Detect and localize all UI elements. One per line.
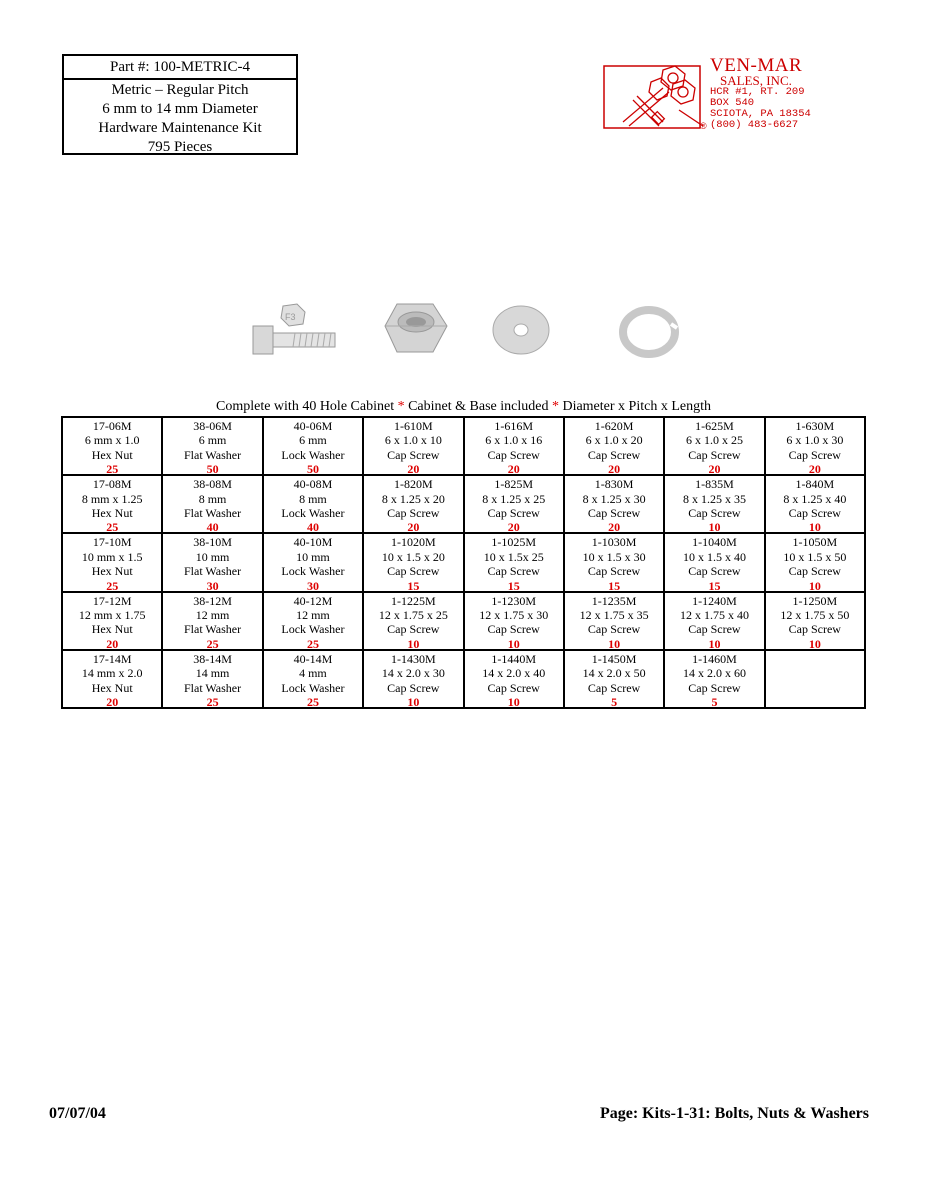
part-cell	[766, 593, 864, 649]
part-type: Flat Washer	[183, 447, 242, 462]
part-type: Hex Nut	[91, 680, 133, 695]
part-cell	[565, 651, 663, 707]
part-quantity: 20	[106, 695, 119, 707]
part-type: Hex Nut	[91, 622, 133, 637]
part-cell	[665, 651, 763, 707]
part-cell	[163, 418, 261, 474]
part-size: 10 x 1.5 x 20	[381, 549, 445, 564]
part-size: 12 mm	[195, 608, 230, 622]
part-size: 12 x 1.75 x 30	[479, 608, 549, 622]
part-type: Cap Screw	[487, 447, 540, 462]
part-size: 6 x 1.0 x 30	[786, 433, 844, 448]
part-code: 17-14M	[92, 651, 132, 666]
part-quantity: 25	[106, 520, 119, 533]
caption-text: Complete with 40 Hole Cabinet	[216, 399, 398, 414]
part-code: 1-1020M	[390, 535, 436, 550]
part-cell	[63, 534, 161, 590]
part-code: 38-12M	[193, 593, 232, 608]
part-type: Cap Screw	[387, 447, 440, 462]
part-code: 38-06M	[193, 419, 232, 433]
hex-nut-icon	[385, 304, 447, 352]
part-type: Cap Screw	[688, 447, 741, 462]
part-quantity: 10	[808, 578, 821, 591]
part-code: 1-1440M	[491, 651, 537, 666]
part-size: 14 mm x 2.0	[81, 666, 143, 681]
part-quantity: 15	[708, 578, 721, 591]
part-size: 14 x 2.0 x 60	[682, 666, 746, 681]
part-cell	[565, 593, 663, 649]
part-cell	[665, 593, 763, 649]
part-quantity: 25	[106, 578, 119, 591]
description-line: 795 Pieces	[147, 139, 213, 155]
part-code: 40-14M	[293, 651, 333, 666]
footer-date: 07/07/04	[49, 1105, 106, 1122]
part-quantity: 30	[306, 578, 319, 591]
part-cell	[264, 651, 362, 707]
part-cell	[163, 593, 261, 649]
part-code: 1-616M	[494, 419, 534, 433]
part-code: 1-820M	[393, 477, 433, 492]
part-size: 8 x 1.25 x 20	[381, 491, 445, 506]
part-size: 6 mm	[198, 433, 227, 448]
part-code: 1-625M	[695, 419, 734, 433]
part-cell	[163, 534, 261, 590]
part-code: 1-630M	[795, 419, 835, 433]
part-size: 10 mm	[296, 549, 330, 564]
part-size: 8 x 1.25 x 25	[482, 491, 546, 506]
part-type: Cap Screw	[587, 447, 641, 462]
part-size: 8 mm x 1.25	[81, 491, 143, 506]
part-code: 1-1050M	[792, 535, 838, 550]
part-size: 6 x 1.0 x 20	[585, 433, 643, 448]
part-code: 40-08M	[293, 477, 333, 492]
part-type: Cap Screw	[387, 506, 440, 520]
part-type: Cap Screw	[788, 622, 841, 637]
part-type: Lock Washer	[281, 564, 345, 579]
svg-text:F3: F3	[285, 312, 296, 322]
part-type: Flat Washer	[183, 506, 242, 520]
parts-table	[61, 416, 866, 709]
description-line: Hardware Maintenance Kit	[98, 120, 262, 136]
part-size: 12 x 1.75 x 50	[780, 608, 850, 622]
part-cell	[264, 476, 362, 532]
part-type: Cap Screw	[688, 622, 741, 637]
part-code: 1-835M	[695, 477, 734, 492]
part-type: Cap Screw	[487, 680, 540, 695]
company-info	[710, 55, 811, 131]
part-type: Cap Screw	[788, 447, 841, 462]
part-code: 1-1235M	[591, 593, 637, 608]
part-quantity: 10	[708, 520, 721, 533]
part-quantity: 10	[407, 636, 420, 649]
part-quantity: 20	[407, 520, 420, 533]
svg-text:®: ®	[700, 121, 707, 131]
part-type: Cap Screw	[688, 680, 741, 695]
part-code: 1-1450M	[591, 651, 637, 666]
part-type: Flat Washer	[183, 680, 242, 695]
part-type: Cap Screw	[387, 680, 440, 695]
part-quantity: 25	[306, 636, 319, 649]
part-quantity: 50	[206, 462, 219, 475]
part-quantity: 20	[608, 462, 621, 475]
part-cell	[264, 534, 362, 590]
part-number: Part #: 100-METRIC-4	[64, 56, 296, 80]
part-code: 1-1030M	[591, 535, 637, 550]
part-size: 8 mm	[299, 491, 327, 506]
part-size: 10 x 1.5 x 40	[682, 549, 746, 564]
cap-screw-icon	[253, 304, 335, 354]
hardware-illustration	[245, 298, 685, 362]
part-type: Cap Screw	[688, 564, 741, 579]
part-code: 40-12M	[293, 593, 333, 608]
part-code: 1-1430M	[390, 651, 436, 666]
part-cell	[364, 534, 462, 590]
part-type: Cap Screw	[387, 622, 440, 637]
part-code: 1-840M	[795, 477, 835, 492]
part-cell	[766, 476, 864, 532]
part-cell	[465, 593, 563, 649]
part-cell	[63, 651, 161, 707]
part-quantity: 25	[206, 695, 219, 707]
part-quantity: 40	[206, 520, 219, 533]
part-code: 38-10M	[193, 535, 232, 550]
part-code: 17-10M	[92, 535, 132, 550]
company-subtitle: SALES, INC.	[720, 73, 792, 88]
part-quantity: 25	[206, 636, 219, 649]
part-cell	[364, 476, 462, 532]
part-info-box	[62, 54, 298, 155]
caption-text: Diameter x Pitch x Length	[558, 399, 711, 414]
part-quantity: 15	[608, 578, 621, 591]
part-cell	[565, 476, 663, 532]
part-code: 38-08M	[193, 477, 232, 492]
part-size: 10 x 1.5x 25	[483, 549, 544, 564]
part-type: Lock Washer	[281, 680, 345, 695]
part-size: 12 mm	[296, 608, 330, 622]
part-code: 1-610M	[393, 419, 433, 433]
part-cell	[766, 418, 864, 474]
part-cell	[63, 476, 161, 532]
part-cell	[766, 534, 864, 590]
part-code: 40-10M	[293, 535, 333, 550]
part-cell	[766, 651, 864, 707]
part-size: 12 mm x 1.75	[78, 608, 146, 622]
part-size: 6 mm	[299, 433, 327, 448]
part-quantity: 10	[708, 636, 721, 649]
description-line: Metric – Regular Pitch	[111, 82, 249, 98]
part-quantity: 15	[507, 578, 520, 591]
part-cell	[364, 593, 462, 649]
company-address-line: SCIOTA, PA 18354	[710, 108, 811, 120]
part-quantity: 30	[206, 578, 219, 591]
part-quantity: 10	[507, 695, 520, 707]
part-size: 6 x 1.0 x 10	[384, 433, 442, 448]
part-cell	[63, 418, 161, 474]
company-address-line: BOX 540	[710, 97, 755, 109]
part-type: Cap Screw	[487, 506, 540, 520]
part-cell	[465, 651, 563, 707]
part-size: 12 x 1.75 x 25	[378, 608, 448, 622]
part-size: 10 x 1.5 x 50	[783, 549, 847, 564]
part-type: Cap Screw	[487, 564, 540, 579]
part-size: 14 x 2.0 x 50	[582, 666, 646, 681]
part-type: Hex Nut	[91, 564, 133, 579]
part-type: Cap Screw	[587, 564, 641, 579]
part-cell	[163, 651, 261, 707]
part-type: Cap Screw	[587, 622, 641, 637]
part-size: 8 x 1.25 x 40	[783, 491, 847, 506]
company-address-line: HCR #1, RT. 209	[710, 86, 805, 98]
part-cell	[364, 418, 462, 474]
part-code: 17-08M	[92, 477, 132, 492]
part-size: 12 x 1.75 x 40	[679, 608, 749, 622]
part-quantity: 10	[808, 636, 821, 649]
part-type: Hex Nut	[91, 506, 133, 520]
part-size: 6 mm x 1.0	[84, 433, 140, 448]
part-cell	[465, 476, 563, 532]
part-quantity: 20	[507, 462, 520, 475]
part-quantity: 25	[306, 695, 319, 707]
part-type: Cap Screw	[788, 564, 841, 579]
part-code: 17-12M	[92, 593, 132, 608]
part-code: 1-825M	[494, 477, 534, 492]
part-code: 1-830M	[594, 477, 634, 492]
part-cell	[364, 651, 462, 707]
part-type: Hex Nut	[91, 447, 133, 462]
company-phone: (800) 483-6627	[710, 119, 799, 131]
part-quantity: 10	[407, 695, 420, 707]
part-size: 14 x 2.0 x 40	[482, 666, 546, 681]
company-name: VEN-MAR	[710, 55, 803, 76]
part-type: Flat Washer	[183, 622, 242, 637]
part-code: 38-14M	[193, 651, 232, 666]
part-quantity: 50	[306, 462, 319, 475]
part-type: Cap Screw	[387, 564, 440, 579]
part-cell	[63, 593, 161, 649]
part-cell	[264, 593, 362, 649]
part-quantity: 5	[711, 695, 718, 707]
part-quantity: 20	[808, 462, 821, 475]
part-size: 8 x 1.25 x 35	[682, 491, 746, 506]
part-size: 6 x 1.0 x 25	[685, 433, 743, 448]
part-cell	[565, 418, 663, 474]
part-type: Lock Washer	[281, 622, 345, 637]
flat-washer-icon	[493, 306, 549, 354]
part-size: 14 x 2.0 x 30	[381, 666, 445, 681]
caption-text: Cabinet & Base included	[404, 399, 552, 414]
part-type: Lock Washer	[281, 447, 345, 462]
part-size: 10 x 1.5 x 30	[582, 549, 646, 564]
part-type: Cap Screw	[688, 506, 741, 520]
part-type: Cap Screw	[587, 506, 641, 520]
part-size: 8 x 1.25 x 30	[582, 491, 646, 506]
part-type: Cap Screw	[788, 506, 841, 520]
table-caption	[62, 398, 865, 416]
part-size: 14 mm	[195, 666, 230, 681]
part-type: Cap Screw	[587, 680, 641, 695]
part-type: Lock Washer	[281, 506, 345, 520]
part-quantity: 10	[608, 636, 621, 649]
part-code: 1-1225M	[390, 593, 436, 608]
part-description	[64, 80, 296, 157]
part-code: 1-1025M	[491, 535, 537, 550]
part-cell	[665, 476, 763, 532]
part-quantity: 15	[407, 578, 420, 591]
part-quantity: 10	[808, 520, 821, 533]
part-cell	[264, 418, 362, 474]
part-code: 1-620M	[594, 419, 634, 433]
part-code: 1-1230M	[491, 593, 537, 608]
part-quantity: 20	[708, 462, 721, 475]
footer-page: Page: Kits-1-31: Bolts, Nuts & Washers	[599, 1105, 869, 1122]
part-quantity: 20	[507, 520, 520, 533]
part-code: 1-1040M	[692, 535, 737, 550]
part-code: 40-06M	[293, 419, 333, 433]
part-quantity: 10	[507, 636, 520, 649]
caption-star: *	[397, 399, 405, 414]
part-cell	[665, 534, 763, 590]
part-size: 6 x 1.0 x 16	[485, 433, 543, 448]
lock-washer-icon	[623, 310, 677, 354]
part-cell	[665, 418, 763, 474]
part-code: 1-1250M	[792, 593, 838, 608]
part-quantity: 25	[106, 462, 119, 475]
part-size: 12 x 1.75 x 35	[579, 608, 649, 622]
part-cell	[565, 534, 663, 590]
part-size: 10 mm x 1.5	[81, 549, 143, 564]
part-type: Flat Washer	[183, 564, 242, 579]
part-cell	[465, 418, 563, 474]
part-cell	[465, 534, 563, 590]
description-line: 6 mm to 14 mm Diameter	[102, 101, 258, 117]
caption-star: *	[551, 399, 559, 414]
part-cell	[163, 476, 261, 532]
part-size: 10 mm	[195, 549, 230, 564]
part-quantity: 20	[106, 636, 119, 649]
part-code: 17-06M	[92, 419, 132, 433]
part-size: 4 mm	[299, 666, 327, 681]
part-size: 8 mm	[198, 491, 227, 506]
part-quantity: 5	[611, 695, 618, 707]
part-quantity: 20	[407, 462, 420, 475]
part-type: Cap Screw	[487, 622, 540, 637]
part-code: 1-1460M	[692, 651, 737, 666]
part-quantity: 20	[608, 520, 621, 533]
part-quantity: 40	[306, 520, 319, 533]
part-code: 1-1240M	[692, 593, 737, 608]
